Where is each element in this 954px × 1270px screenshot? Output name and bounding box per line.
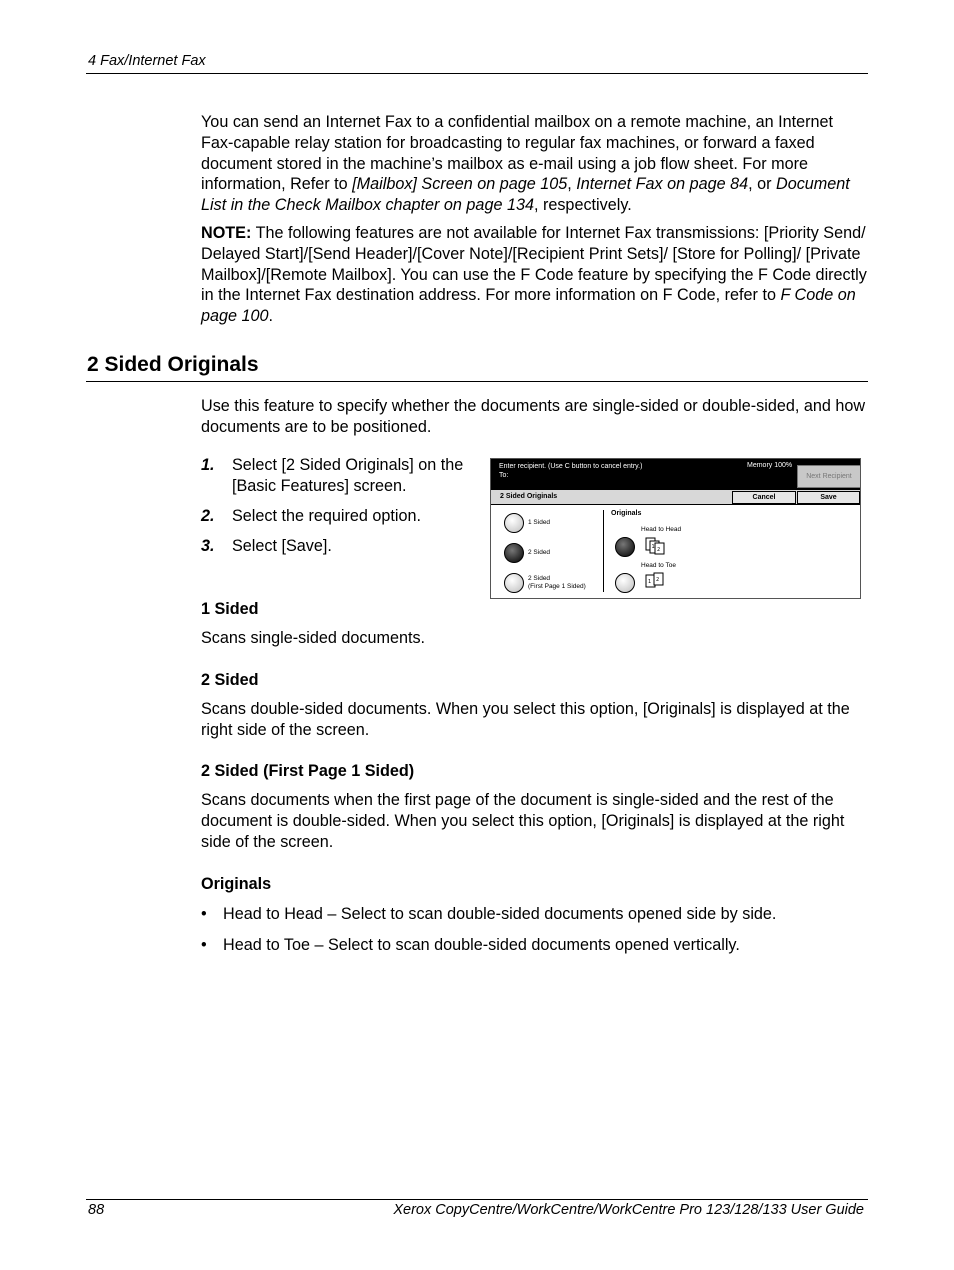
paragraph-2-sided: Scans double-sided documents. When you select this option, [Originals] is displayed at the right side of the screen. — [201, 700, 850, 739]
subheading-2-sided-first-page: 2 Sided (First Page 1 Sided) — [201, 762, 415, 780]
svg-text:1: 1 — [651, 544, 655, 550]
document-list-ref[interactable]: Document List in the Check Mailbox chapter on page 134 — [201, 175, 850, 215]
svg-text:1: 1 — [648, 579, 652, 585]
separator: , — [567, 175, 577, 194]
option-label-line: 2 Sided — [528, 575, 551, 582]
screen-title-bar — [491, 490, 860, 505]
option-label-2-sided-first-page — [528, 575, 586, 591]
bullet-dot: • — [201, 905, 207, 923]
head-to-head-icon — [645, 537, 665, 555]
intro-end: , respectively. — [533, 196, 632, 215]
bullet-dot: • — [201, 936, 207, 954]
note-text: The following features are not available for Internet Fax transmissions: [Priority Send/ Delayed Start]/[Send Header]/[Cover Note]/[Recipient Print Sets]/ [Store for Polling]/ [Private Mailbox]/[Remote Mailbox]. You can use the F Code feature by specifying the F Code directly in the Internet Fax destination address. For more information on F Code, refer to — [201, 224, 867, 305]
radio-2-sided-first-page[interactable] — [504, 573, 524, 593]
option-label-line: (First Page 1 Sided) — [528, 583, 586, 590]
head-to-toe-label: Head to Toe — [641, 562, 676, 569]
running-header: 4 Fax/Internet Fax — [88, 53, 206, 69]
header-rule — [86, 73, 868, 74]
section-rule — [86, 381, 868, 382]
mailbox-screen-ref[interactable]: [Mailbox] Screen on page 105 — [352, 175, 568, 194]
paragraph-2-sided-first-page: Scans documents when the first page of the document is single-sided and the rest of the document is double-sided. When you select this option, [Originals] is displayed at the right side of the screen. — [201, 791, 845, 851]
intro-paragraph — [201, 112, 867, 216]
step-number: 3. — [201, 537, 215, 555]
screen-message-line: Enter recipient. (Use C button to cancel entry.) — [499, 463, 643, 470]
radio-1-sided[interactable] — [504, 513, 524, 533]
guide-title: Xerox CopyCentre/WorkCentre/WorkCentre Pro 123/128/133 User Guide — [393, 1202, 864, 1218]
options-divider — [603, 510, 604, 592]
note-label: NOTE: — [201, 224, 252, 242]
internet-fax-ref[interactable]: Internet Fax on page 84 — [576, 175, 749, 194]
svg-text:2: 2 — [656, 577, 660, 583]
radio-head-to-head[interactable] — [615, 537, 635, 557]
intro-text: You can send an Internet Fax to a confidential mailbox on a remote machine, an Internet Fax-capable relay station for broadcasting to regular fax machines, or forward a faxed document stored in the machine’s mailbox as e-mail using a job flow sheet. For more information, Refer to — [201, 113, 834, 194]
step-number: 2. — [201, 507, 215, 525]
screen-to-line: To: — [499, 472, 509, 479]
option-label-2-sided: 2 Sided — [528, 549, 551, 556]
section-title: 2 Sided Originals — [87, 353, 259, 376]
next-recipient-button[interactable]: Next Recipient — [797, 465, 861, 488]
separator: , or — [748, 175, 777, 194]
radio-2-sided[interactable] — [504, 543, 524, 563]
svg-text:2: 2 — [657, 547, 661, 553]
subheading-2-sided: 2 Sided — [201, 671, 259, 689]
screen-message — [499, 462, 642, 480]
save-button[interactable]: Save — [797, 491, 860, 504]
footer-rule — [86, 1199, 868, 1200]
section-lead: Use this feature to specify whether the documents are single-sided or double-sided, and how documents are to be positioned. — [201, 397, 866, 436]
step-text: Select [2 Sided Originals] on the [Basic Features] screen. — [232, 456, 464, 495]
screen-message-area — [491, 459, 860, 490]
step-text: Select the required option. — [232, 507, 421, 525]
radio-head-to-toe[interactable] — [615, 573, 635, 593]
device-screen-illustration — [490, 458, 861, 599]
step-number: 1. — [201, 456, 215, 474]
option-label-1-sided: 1 Sided — [528, 519, 551, 526]
subheading-1-sided: 1 Sided — [201, 600, 259, 618]
f-code-ref[interactable]: F Code on page 100 — [201, 286, 856, 326]
head-to-toe-icon — [645, 572, 665, 590]
memory-indicator: Memory 100% — [747, 462, 793, 469]
paragraph-1-sided: Scans single-sided documents. — [201, 629, 426, 647]
screen-title: 2 Sided Originals — [500, 493, 558, 500]
cancel-button[interactable]: Cancel — [732, 491, 796, 504]
head-to-head-label: Head to Head — [641, 526, 682, 533]
step-text: Select [Save]. — [232, 537, 332, 555]
note-paragraph — [201, 223, 867, 327]
subheading-originals: Originals — [201, 875, 272, 893]
bullet-text: Head to Head – Select to scan double-sided documents opened side by side. — [223, 905, 777, 923]
originals-title: Originals — [611, 510, 642, 517]
page-number: 88 — [88, 1202, 105, 1218]
note-end: . — [268, 307, 274, 326]
bullet-text: Head to Toe – Select to scan double-sided documents opened vertically. — [223, 936, 740, 954]
